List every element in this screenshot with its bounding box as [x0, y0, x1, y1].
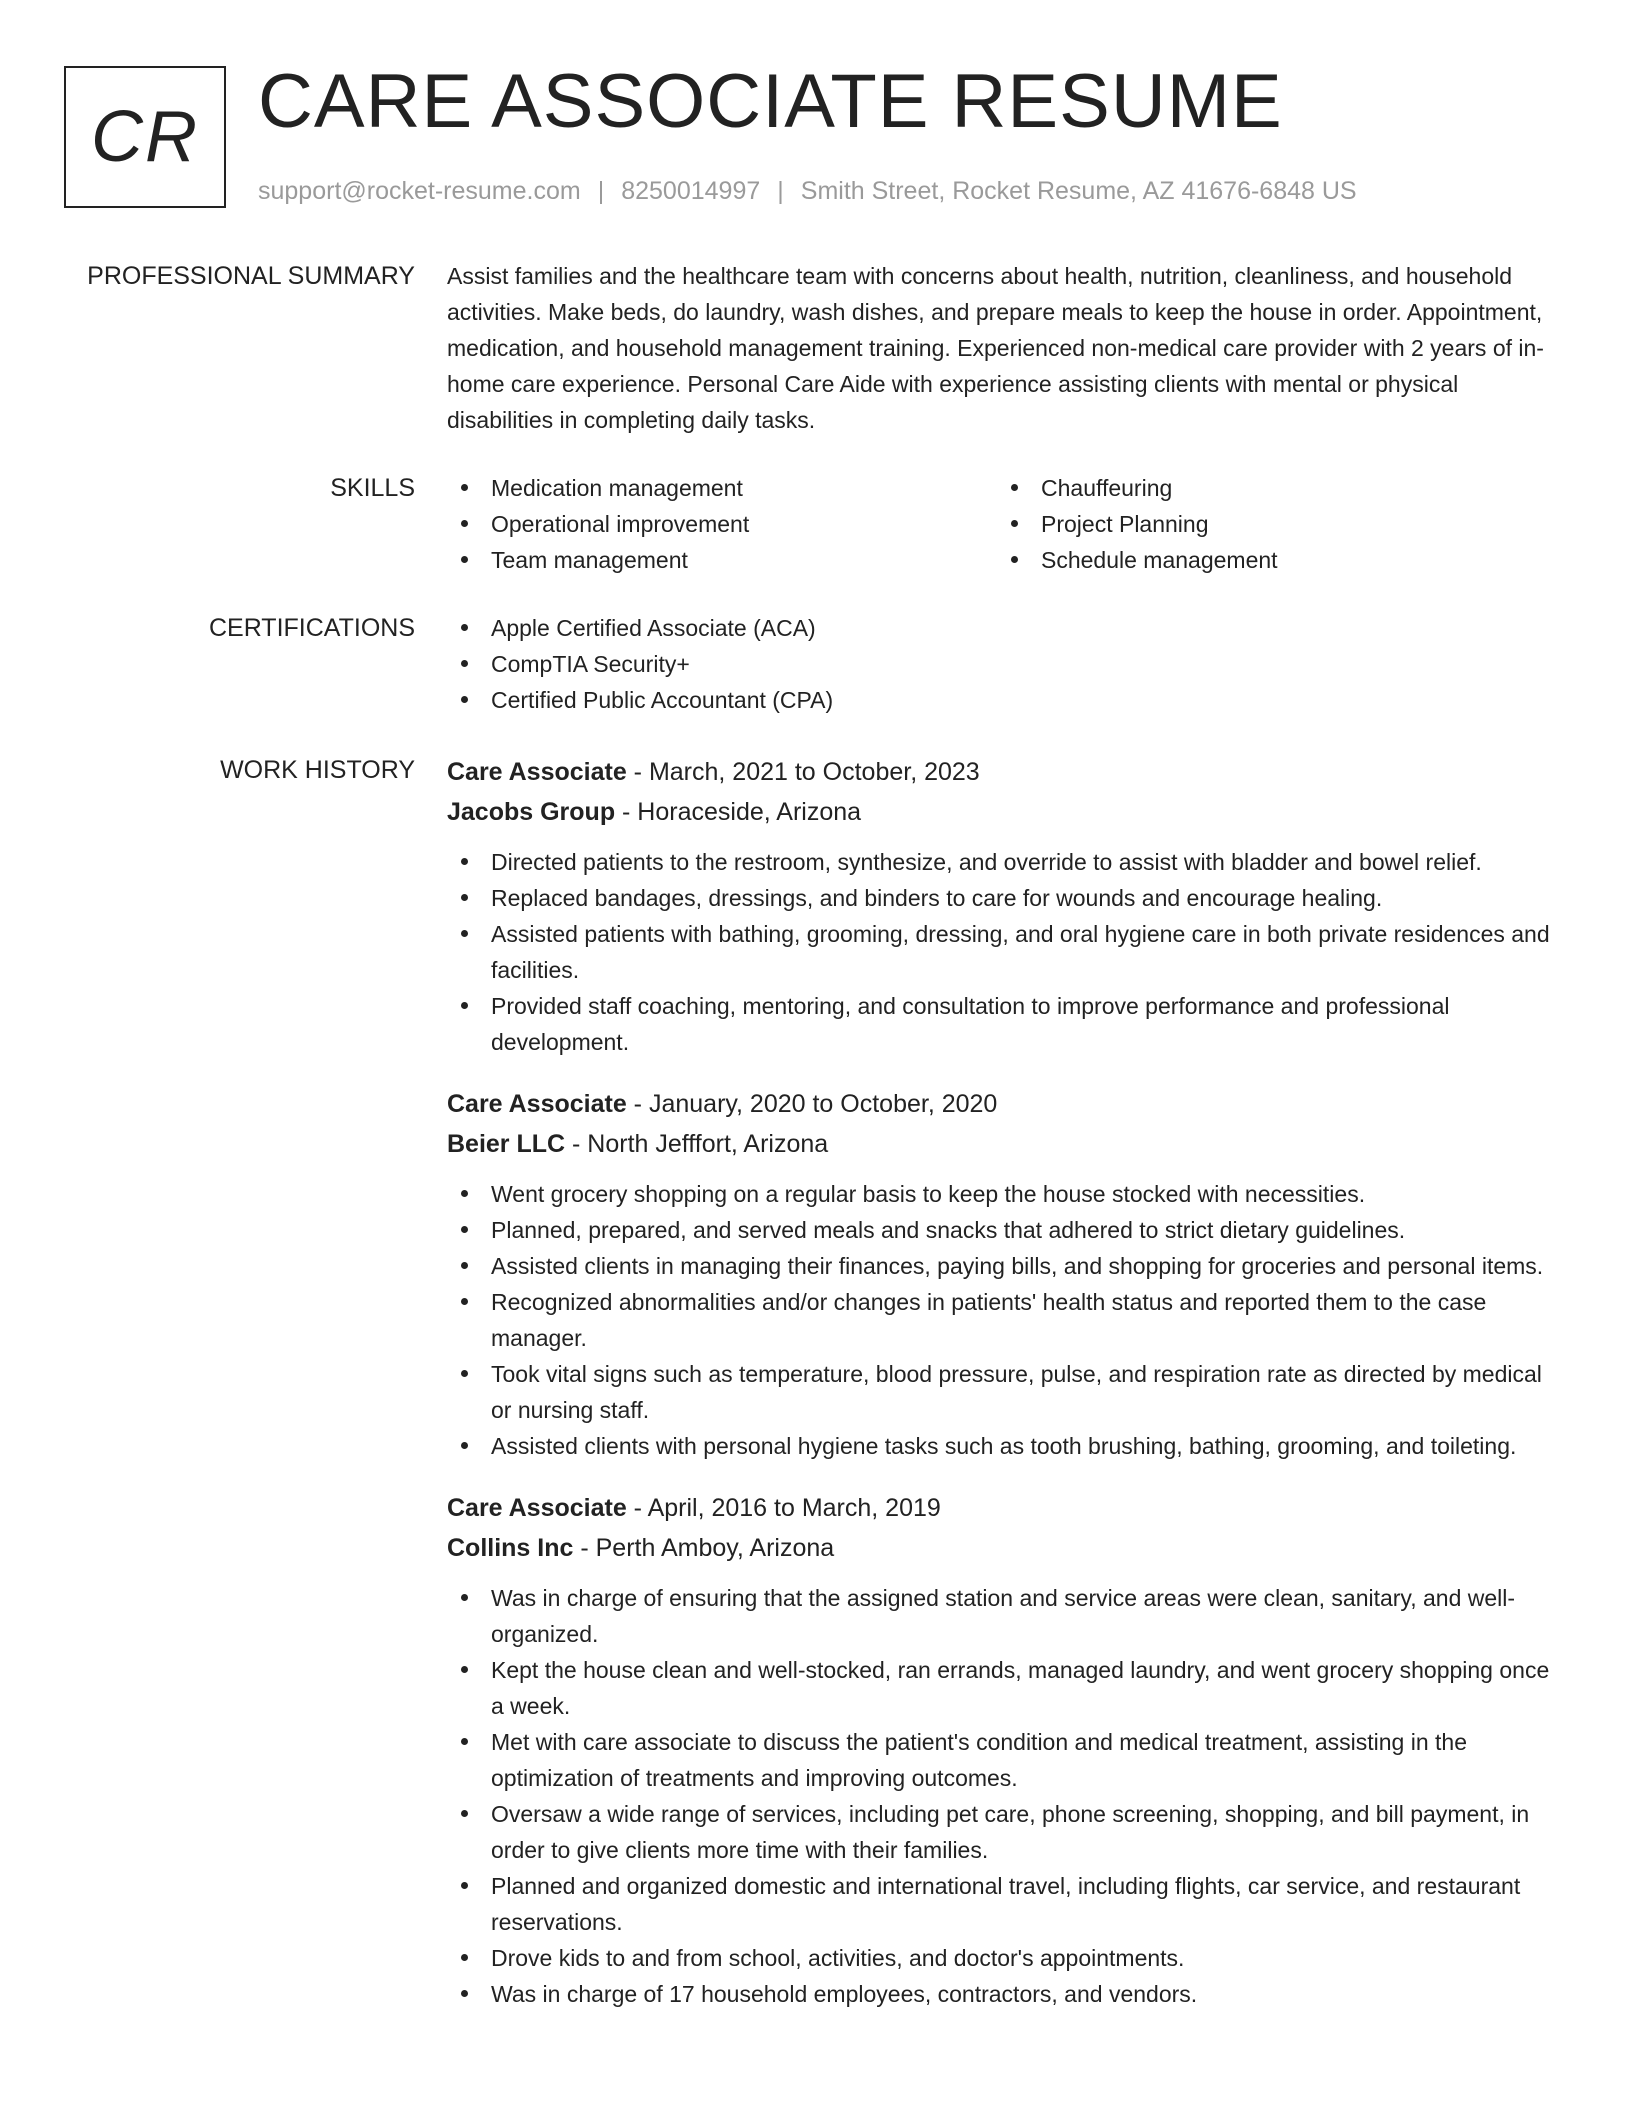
certifications-list	[447, 610, 1567, 718]
work-history-body	[447, 752, 1567, 2036]
job-company: Collins Inc	[447, 1534, 574, 1562]
job-duty-item: Planned and organized domestic and international travel, including flights, car service, and restaurant reservations.	[447, 1868, 1567, 1940]
job-dates: - March, 2021 to October, 2023	[626, 758, 980, 786]
job-duty-item: Drove kids to and from school, activities, and doctor's appointments.	[447, 1940, 1567, 1976]
summary-body	[447, 258, 1567, 438]
job-location: - Perth Amboy, Arizona	[573, 1534, 835, 1562]
skills-list-right	[997, 470, 1547, 578]
job-duty-item: Recognized abnormalities and/or changes in patients' health status and reported them to the case manager.	[447, 1284, 1567, 1356]
job-title-line	[447, 1488, 1567, 1528]
job-duties-list	[447, 1580, 1567, 2012]
job-entry	[447, 1084, 1567, 1464]
job-location: - North Jefffort, Arizona	[565, 1130, 829, 1158]
certifications-body	[447, 610, 1567, 718]
section-title-work-history: WORK HISTORY	[220, 756, 415, 784]
job-title-line	[447, 752, 1567, 792]
job-duty-item: Was in charge of ensuring that the assigned station and service areas were clean, sanitary, and well-organized.	[447, 1580, 1567, 1652]
monogram-logo: CR	[64, 66, 226, 208]
job-duties-list	[447, 844, 1567, 1060]
job-duty-item: Provided staff coaching, mentoring, and consultation to improve performance and professional development.	[447, 988, 1567, 1060]
job-duty-item: Planned, prepared, and served meals and snacks that adhered to strict dietary guidelines.	[447, 1212, 1567, 1248]
job-duty-item: Replaced bandages, dressings, and binders to care for wounds and encourage healing.	[447, 880, 1567, 916]
job-role: Care Associate	[447, 1090, 627, 1118]
summary-text: Assist families and the healthcare team with concerns about health, nutrition, cleanliness, and household activities. Make beds, do laundry, wash dishes, and prepare meals to keep the house in order. Appointment, medication, and household management training. Experienced non-medical care provider with 2 years of in-home care experience. Personal Care Aide with experience assisting clients with mental or physical disabilities in completing daily tasks.	[447, 263, 1544, 433]
contact-separator: |	[777, 177, 784, 205]
job-location: - Horaceside, Arizona	[615, 798, 862, 826]
job-entry	[447, 752, 1567, 1060]
section-title-certifications: CERTIFICATIONS	[208, 614, 415, 642]
job-company-line	[447, 792, 1567, 832]
contact-line	[258, 174, 1357, 208]
job-duty-item: Kept the house clean and well-stocked, ran errands, managed laundry, and went grocery shopping once a week.	[447, 1652, 1567, 1724]
job-duty-item: Assisted clients with personal hygiene tasks such as tooth brushing, bathing, grooming, and toileting.	[447, 1428, 1567, 1464]
skill-item: Project Planning	[997, 506, 1547, 542]
skill-item: Schedule management	[997, 542, 1547, 578]
certification-item: Certified Public Accountant (CPA)	[447, 682, 1567, 718]
job-company-line	[447, 1124, 1567, 1164]
skill-item: Medication management	[447, 470, 997, 506]
job-duty-item: Was in charge of 17 household employees, contractors, and vendors.	[447, 1976, 1567, 2012]
job-duty-item: Assisted patients with bathing, grooming, dressing, and oral hygiene care in both private residences and facilities.	[447, 916, 1567, 988]
job-company-line	[447, 1528, 1567, 1568]
skill-item: Chauffeuring	[997, 470, 1547, 506]
skills-body	[447, 470, 1567, 578]
job-dates: - April, 2016 to March, 2019	[626, 1494, 941, 1522]
job-duty-item: Took vital signs such as temperature, blood pressure, pulse, and respiration rate as directed by medical or nursing staff.	[447, 1356, 1567, 1428]
skill-item: Team management	[447, 542, 997, 578]
contact-phone[interactable]: 8250014997	[621, 177, 761, 205]
certification-item: CompTIA Security+	[447, 646, 1567, 682]
contact-separator: |	[597, 177, 605, 205]
contact-email[interactable]: support@rocket-resume.com	[258, 177, 581, 205]
job-duties-list	[447, 1176, 1567, 1464]
job-entry	[447, 1488, 1567, 2012]
job-dates: - January, 2020 to October, 2020	[626, 1090, 998, 1118]
skills-list-left	[447, 470, 997, 578]
section-title-summary: PROFESSIONAL SUMMARY	[87, 262, 415, 290]
resume-title: CARE ASSOCIATE RESUME	[258, 59, 1283, 144]
job-title-line	[447, 1084, 1567, 1124]
job-duty-item: Oversaw a wide range of services, including pet care, phone screening, shopping, and bill payment, in order to give clients more time with their families.	[447, 1796, 1567, 1868]
job-role: Care Associate	[447, 758, 627, 786]
skill-item: Operational improvement	[447, 506, 997, 542]
job-company: Beier LLC	[447, 1130, 566, 1158]
job-role: Care Associate	[447, 1494, 627, 1522]
job-duty-item: Met with care associate to discuss the patient's condition and medical treatment, assisting in the optimization of treatments and improving outcomes.	[447, 1724, 1567, 1796]
job-duty-item: Assisted clients in managing their finances, paying bills, and shopping for groceries and personal items.	[447, 1248, 1567, 1284]
job-company: Jacobs Group	[447, 798, 616, 826]
job-duty-item: Went grocery shopping on a regular basis to keep the house stocked with necessities.	[447, 1176, 1567, 1212]
job-duty-item: Directed patients to the restroom, synthesize, and override to assist with bladder and bowel relief.	[447, 844, 1567, 880]
certification-item: Apple Certified Associate (ACA)	[447, 610, 1567, 646]
section-title-skills: SKILLS	[330, 474, 415, 502]
contact-address: Smith Street, Rocket Resume, AZ 41676-6848 US	[800, 177, 1357, 205]
